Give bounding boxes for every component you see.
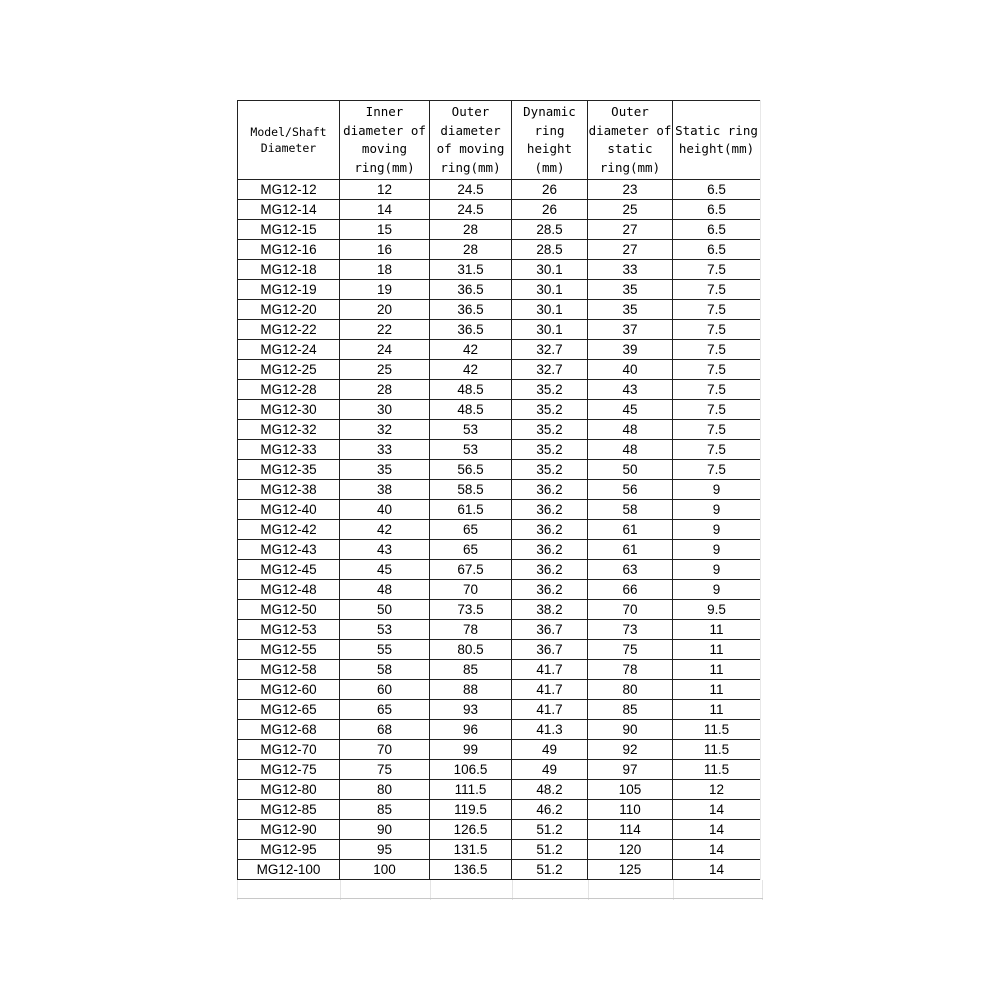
cell-outer-diameter-moving: 24.5: [430, 180, 512, 200]
cell-model: MG12-14: [238, 200, 340, 220]
cell-outer-diameter-moving: 24.5: [430, 200, 512, 220]
cell-outer-diameter-static: 90: [588, 720, 673, 740]
cell-inner-diameter: 14: [340, 200, 430, 220]
cell-dynamic-height: 51.2: [512, 840, 588, 860]
cell-inner-diameter: 42: [340, 520, 430, 540]
cell-inner-diameter: 32: [340, 420, 430, 440]
cell-outer-diameter-moving: 65: [430, 540, 512, 560]
cell-model: MG12-80: [238, 780, 340, 800]
table-row: [238, 640, 761, 660]
cell-outer-diameter-moving: 36.5: [430, 320, 512, 340]
cell-model: MG12-24: [238, 340, 340, 360]
cell-model: MG12-15: [238, 220, 340, 240]
cell-dynamic-height: 30.1: [512, 260, 588, 280]
cell-outer-diameter-moving: 131.5: [430, 840, 512, 860]
cell-outer-diameter-moving: 111.5: [430, 780, 512, 800]
cell-model: MG12-38: [238, 480, 340, 500]
cell-outer-diameter-static: 78: [588, 660, 673, 680]
header-row: [238, 101, 761, 180]
cell-dynamic-height: 28.5: [512, 220, 588, 240]
cell-inner-diameter: 35: [340, 460, 430, 480]
cell-inner-diameter: 45: [340, 560, 430, 580]
cell-model: MG12-12: [238, 180, 340, 200]
cell-inner-diameter: 12: [340, 180, 430, 200]
cell-inner-diameter: 85: [340, 800, 430, 820]
cell-outer-diameter-moving: 28: [430, 240, 512, 260]
cell-inner-diameter: 90: [340, 820, 430, 840]
cell-static-height: 11.5: [673, 760, 761, 780]
cell-static-height: 7.5: [673, 360, 761, 380]
cell-outer-diameter-static: 110: [588, 800, 673, 820]
cell-static-height: 6.5: [673, 180, 761, 200]
table-row: [238, 440, 761, 460]
cell-outer-diameter-static: 58: [588, 500, 673, 520]
cell-outer-diameter-static: 63: [588, 560, 673, 580]
cell-static-height: 9.5: [673, 600, 761, 620]
cell-dynamic-height: 36.2: [512, 560, 588, 580]
cell-outer-diameter-static: 23: [588, 180, 673, 200]
cell-static-height: 11: [673, 680, 761, 700]
cell-dynamic-height: 41.7: [512, 700, 588, 720]
cell-model: MG12-32: [238, 420, 340, 440]
cell-dynamic-height: 30.1: [512, 300, 588, 320]
cell-dynamic-height: 30.1: [512, 320, 588, 340]
table-row: [238, 220, 761, 240]
table-row: [238, 380, 761, 400]
cell-model: MG12-100: [238, 860, 340, 880]
cell-inner-diameter: 60: [340, 680, 430, 700]
table-row: [238, 580, 761, 600]
cell-static-height: 11: [673, 660, 761, 680]
cell-outer-diameter-moving: 99: [430, 740, 512, 760]
cell-static-height: 12: [673, 780, 761, 800]
cell-inner-diameter: 95: [340, 840, 430, 860]
cell-inner-diameter: 80: [340, 780, 430, 800]
cell-static-height: 14: [673, 840, 761, 860]
cell-dynamic-height: 36.2: [512, 580, 588, 600]
cell-inner-diameter: 70: [340, 740, 430, 760]
header-outer-diameter-moving: Outer diameter of moving ring(mm): [430, 101, 512, 180]
table-row: [238, 340, 761, 360]
table-row: [238, 180, 761, 200]
sheet-gridline: [588, 880, 589, 900]
cell-static-height: 7.5: [673, 300, 761, 320]
table-row: [238, 320, 761, 340]
cell-outer-diameter-moving: 78: [430, 620, 512, 640]
cell-outer-diameter-static: 92: [588, 740, 673, 760]
cell-model: MG12-22: [238, 320, 340, 340]
cell-outer-diameter-static: 70: [588, 600, 673, 620]
cell-outer-diameter-static: 61: [588, 520, 673, 540]
cell-static-height: 9: [673, 480, 761, 500]
cell-outer-diameter-static: 80: [588, 680, 673, 700]
cell-outer-diameter-moving: 28: [430, 220, 512, 240]
cell-model: MG12-35: [238, 460, 340, 480]
cell-static-height: 11: [673, 700, 761, 720]
cell-dynamic-height: 35.2: [512, 400, 588, 420]
table-row: [238, 560, 761, 580]
cell-dynamic-height: 51.2: [512, 860, 588, 880]
cell-outer-diameter-static: 114: [588, 820, 673, 840]
cell-dynamic-height: 49: [512, 760, 588, 780]
cell-static-height: 11.5: [673, 740, 761, 760]
cell-outer-diameter-static: 39: [588, 340, 673, 360]
cell-inner-diameter: 53: [340, 620, 430, 640]
cell-outer-diameter-moving: 56.5: [430, 460, 512, 480]
cell-dynamic-height: 49: [512, 740, 588, 760]
table-row: [238, 620, 761, 640]
cell-dynamic-height: 41.3: [512, 720, 588, 740]
table-row: [238, 680, 761, 700]
cell-outer-diameter-moving: 85: [430, 660, 512, 680]
cell-outer-diameter-moving: 48.5: [430, 380, 512, 400]
cell-dynamic-height: 35.2: [512, 440, 588, 460]
cell-outer-diameter-moving: 70: [430, 580, 512, 600]
cell-outer-diameter-static: 66: [588, 580, 673, 600]
cell-dynamic-height: 28.5: [512, 240, 588, 260]
header-dynamic-height: Dynamic ring height (mm): [512, 101, 588, 180]
cell-static-height: 9: [673, 520, 761, 540]
cell-static-height: 14: [673, 800, 761, 820]
sheet-gridline: [760, 100, 761, 880]
cell-inner-diameter: 25: [340, 360, 430, 380]
cell-outer-diameter-static: 120: [588, 840, 673, 860]
cell-outer-diameter-static: 45: [588, 400, 673, 420]
cell-outer-diameter-static: 43: [588, 380, 673, 400]
table-row: [238, 480, 761, 500]
cell-outer-diameter-moving: 119.5: [430, 800, 512, 820]
cell-outer-diameter-moving: 31.5: [430, 260, 512, 280]
table-row: [238, 300, 761, 320]
header-outer-diameter-static: Outer diameter of static ring(mm): [588, 101, 673, 180]
cell-outer-diameter-moving: 53: [430, 440, 512, 460]
cell-model: MG12-65: [238, 700, 340, 720]
cell-inner-diameter: 15: [340, 220, 430, 240]
cell-dynamic-height: 35.2: [512, 380, 588, 400]
cell-static-height: 7.5: [673, 440, 761, 460]
cell-static-height: 11: [673, 640, 761, 660]
cell-outer-diameter-static: 33: [588, 260, 673, 280]
cell-model: MG12-50: [238, 600, 340, 620]
cell-outer-diameter-moving: 42: [430, 340, 512, 360]
cell-outer-diameter-static: 56: [588, 480, 673, 500]
cell-dynamic-height: 48.2: [512, 780, 588, 800]
table-row: [238, 400, 761, 420]
cell-inner-diameter: 22: [340, 320, 430, 340]
cell-dynamic-height: 32.7: [512, 360, 588, 380]
cell-inner-diameter: 28: [340, 380, 430, 400]
cell-outer-diameter-static: 35: [588, 300, 673, 320]
cell-dynamic-height: 36.7: [512, 640, 588, 660]
cell-outer-diameter-moving: 53: [430, 420, 512, 440]
cell-inner-diameter: 30: [340, 400, 430, 420]
cell-static-height: 14: [673, 860, 761, 880]
cell-model: MG12-28: [238, 380, 340, 400]
cell-outer-diameter-static: 61: [588, 540, 673, 560]
cell-inner-diameter: 18: [340, 260, 430, 280]
cell-outer-diameter-static: 40: [588, 360, 673, 380]
cell-inner-diameter: 55: [340, 640, 430, 660]
cell-outer-diameter-moving: 96: [430, 720, 512, 740]
empty-spreadsheet-row: [237, 880, 763, 900]
cell-static-height: 9: [673, 540, 761, 560]
cell-model: MG12-70: [238, 740, 340, 760]
cell-outer-diameter-static: 75: [588, 640, 673, 660]
cell-outer-diameter-static: 105: [588, 780, 673, 800]
cell-inner-diameter: 16: [340, 240, 430, 260]
cell-dynamic-height: 36.2: [512, 480, 588, 500]
cell-inner-diameter: 50: [340, 600, 430, 620]
cell-model: MG12-16: [238, 240, 340, 260]
sheet-gridline: [430, 880, 431, 900]
cell-outer-diameter-moving: 42: [430, 360, 512, 380]
spec-sheet: [237, 100, 763, 900]
cell-outer-diameter-moving: 73.5: [430, 600, 512, 620]
table-row: [238, 600, 761, 620]
cell-static-height: 6.5: [673, 200, 761, 220]
cell-model: MG12-18: [238, 260, 340, 280]
cell-inner-diameter: 19: [340, 280, 430, 300]
cell-dynamic-height: 35.2: [512, 460, 588, 480]
cell-static-height: 7.5: [673, 400, 761, 420]
cell-outer-diameter-moving: 36.5: [430, 300, 512, 320]
sheet-gridline: [673, 880, 674, 900]
cell-inner-diameter: 100: [340, 860, 430, 880]
cell-outer-diameter-static: 50: [588, 460, 673, 480]
table-row: [238, 540, 761, 560]
table-body: [238, 180, 761, 880]
cell-inner-diameter: 33: [340, 440, 430, 460]
cell-model: MG12-60: [238, 680, 340, 700]
cell-dynamic-height: 41.7: [512, 680, 588, 700]
cell-inner-diameter: 20: [340, 300, 430, 320]
table-row: [238, 700, 761, 720]
table-row: [238, 840, 761, 860]
cell-inner-diameter: 40: [340, 500, 430, 520]
header-static-height: Static ring height(mm): [673, 101, 761, 180]
cell-static-height: 7.5: [673, 340, 761, 360]
cell-inner-diameter: 43: [340, 540, 430, 560]
table-row: [238, 740, 761, 760]
table-row: [238, 420, 761, 440]
cell-model: MG12-53: [238, 620, 340, 640]
cell-dynamic-height: 36.2: [512, 540, 588, 560]
table-row: [238, 280, 761, 300]
cell-outer-diameter-static: 37: [588, 320, 673, 340]
cell-outer-diameter-static: 25: [588, 200, 673, 220]
cell-dynamic-height: 41.7: [512, 660, 588, 680]
cell-inner-diameter: 68: [340, 720, 430, 740]
cell-dynamic-height: 32.7: [512, 340, 588, 360]
cell-outer-diameter-moving: 58.5: [430, 480, 512, 500]
cell-static-height: 6.5: [673, 240, 761, 260]
cell-static-height: 7.5: [673, 460, 761, 480]
sheet-gridline: [340, 880, 341, 900]
table-header: [238, 101, 761, 180]
cell-outer-diameter-moving: 67.5: [430, 560, 512, 580]
cell-outer-diameter-static: 85: [588, 700, 673, 720]
cell-static-height: 7.5: [673, 320, 761, 340]
cell-model: MG12-55: [238, 640, 340, 660]
cell-outer-diameter-static: 97: [588, 760, 673, 780]
cell-static-height: 9: [673, 580, 761, 600]
cell-model: MG12-25: [238, 360, 340, 380]
cell-static-height: 7.5: [673, 280, 761, 300]
table-row: [238, 860, 761, 880]
seal-dimension-table: [237, 100, 761, 880]
cell-outer-diameter-moving: 65: [430, 520, 512, 540]
cell-dynamic-height: 38.2: [512, 600, 588, 620]
table-row: [238, 660, 761, 680]
table-row: [238, 360, 761, 380]
cell-inner-diameter: 65: [340, 700, 430, 720]
cell-static-height: 6.5: [673, 220, 761, 240]
cell-dynamic-height: 26: [512, 180, 588, 200]
cell-dynamic-height: 35.2: [512, 420, 588, 440]
cell-dynamic-height: 36.2: [512, 520, 588, 540]
cell-dynamic-height: 46.2: [512, 800, 588, 820]
cell-outer-diameter-moving: 126.5: [430, 820, 512, 840]
cell-outer-diameter-static: 48: [588, 420, 673, 440]
header-model: Model/Shaft Diameter: [238, 101, 340, 180]
cell-model: MG12-45: [238, 560, 340, 580]
cell-inner-diameter: 48: [340, 580, 430, 600]
cell-model: MG12-20: [238, 300, 340, 320]
sheet-gridline: [512, 880, 513, 900]
cell-model: MG12-42: [238, 520, 340, 540]
table-row: [238, 760, 761, 780]
table-row: [238, 800, 761, 820]
cell-static-height: 9: [673, 500, 761, 520]
cell-model: MG12-58: [238, 660, 340, 680]
cell-inner-diameter: 24: [340, 340, 430, 360]
cell-model: MG12-95: [238, 840, 340, 860]
cell-dynamic-height: 36.2: [512, 500, 588, 520]
cell-outer-diameter-moving: 48.5: [430, 400, 512, 420]
cell-outer-diameter-moving: 93: [430, 700, 512, 720]
cell-outer-diameter-moving: 80.5: [430, 640, 512, 660]
cell-dynamic-height: 30.1: [512, 280, 588, 300]
cell-outer-diameter-moving: 136.5: [430, 860, 512, 880]
cell-outer-diameter-static: 73: [588, 620, 673, 640]
cell-outer-diameter-static: 125: [588, 860, 673, 880]
cell-outer-diameter-moving: 61.5: [430, 500, 512, 520]
table-row: [238, 720, 761, 740]
cell-outer-diameter-static: 48: [588, 440, 673, 460]
cell-model: MG12-43: [238, 540, 340, 560]
table-row: [238, 240, 761, 260]
cell-outer-diameter-moving: 88: [430, 680, 512, 700]
table-row: [238, 520, 761, 540]
cell-outer-diameter-static: 27: [588, 240, 673, 260]
cell-model: MG12-30: [238, 400, 340, 420]
table-row: [238, 780, 761, 800]
cell-outer-diameter-static: 27: [588, 220, 673, 240]
cell-dynamic-height: 36.7: [512, 620, 588, 640]
table-row: [238, 260, 761, 280]
header-inner-diameter: Inner diameter of moving ring(mm): [340, 101, 430, 180]
cell-static-height: 9: [673, 560, 761, 580]
cell-inner-diameter: 38: [340, 480, 430, 500]
cell-static-height: 14: [673, 820, 761, 840]
cell-model: MG12-85: [238, 800, 340, 820]
cell-model: MG12-40: [238, 500, 340, 520]
cell-outer-diameter-moving: 36.5: [430, 280, 512, 300]
cell-static-height: 7.5: [673, 420, 761, 440]
cell-inner-diameter: 58: [340, 660, 430, 680]
cell-dynamic-height: 51.2: [512, 820, 588, 840]
bottom-divider: [237, 898, 763, 899]
cell-model: MG12-19: [238, 280, 340, 300]
cell-model: MG12-48: [238, 580, 340, 600]
table-row: [238, 460, 761, 480]
table-row: [238, 200, 761, 220]
cell-dynamic-height: 26: [512, 200, 588, 220]
cell-model: MG12-90: [238, 820, 340, 840]
cell-inner-diameter: 75: [340, 760, 430, 780]
cell-static-height: 7.5: [673, 380, 761, 400]
cell-model: MG12-33: [238, 440, 340, 460]
table-row: [238, 820, 761, 840]
cell-outer-diameter-static: 35: [588, 280, 673, 300]
cell-static-height: 11.5: [673, 720, 761, 740]
cell-model: MG12-75: [238, 760, 340, 780]
cell-static-height: 11: [673, 620, 761, 640]
table-row: [238, 500, 761, 520]
cell-model: MG12-68: [238, 720, 340, 740]
cell-outer-diameter-moving: 106.5: [430, 760, 512, 780]
cell-static-height: 7.5: [673, 260, 761, 280]
